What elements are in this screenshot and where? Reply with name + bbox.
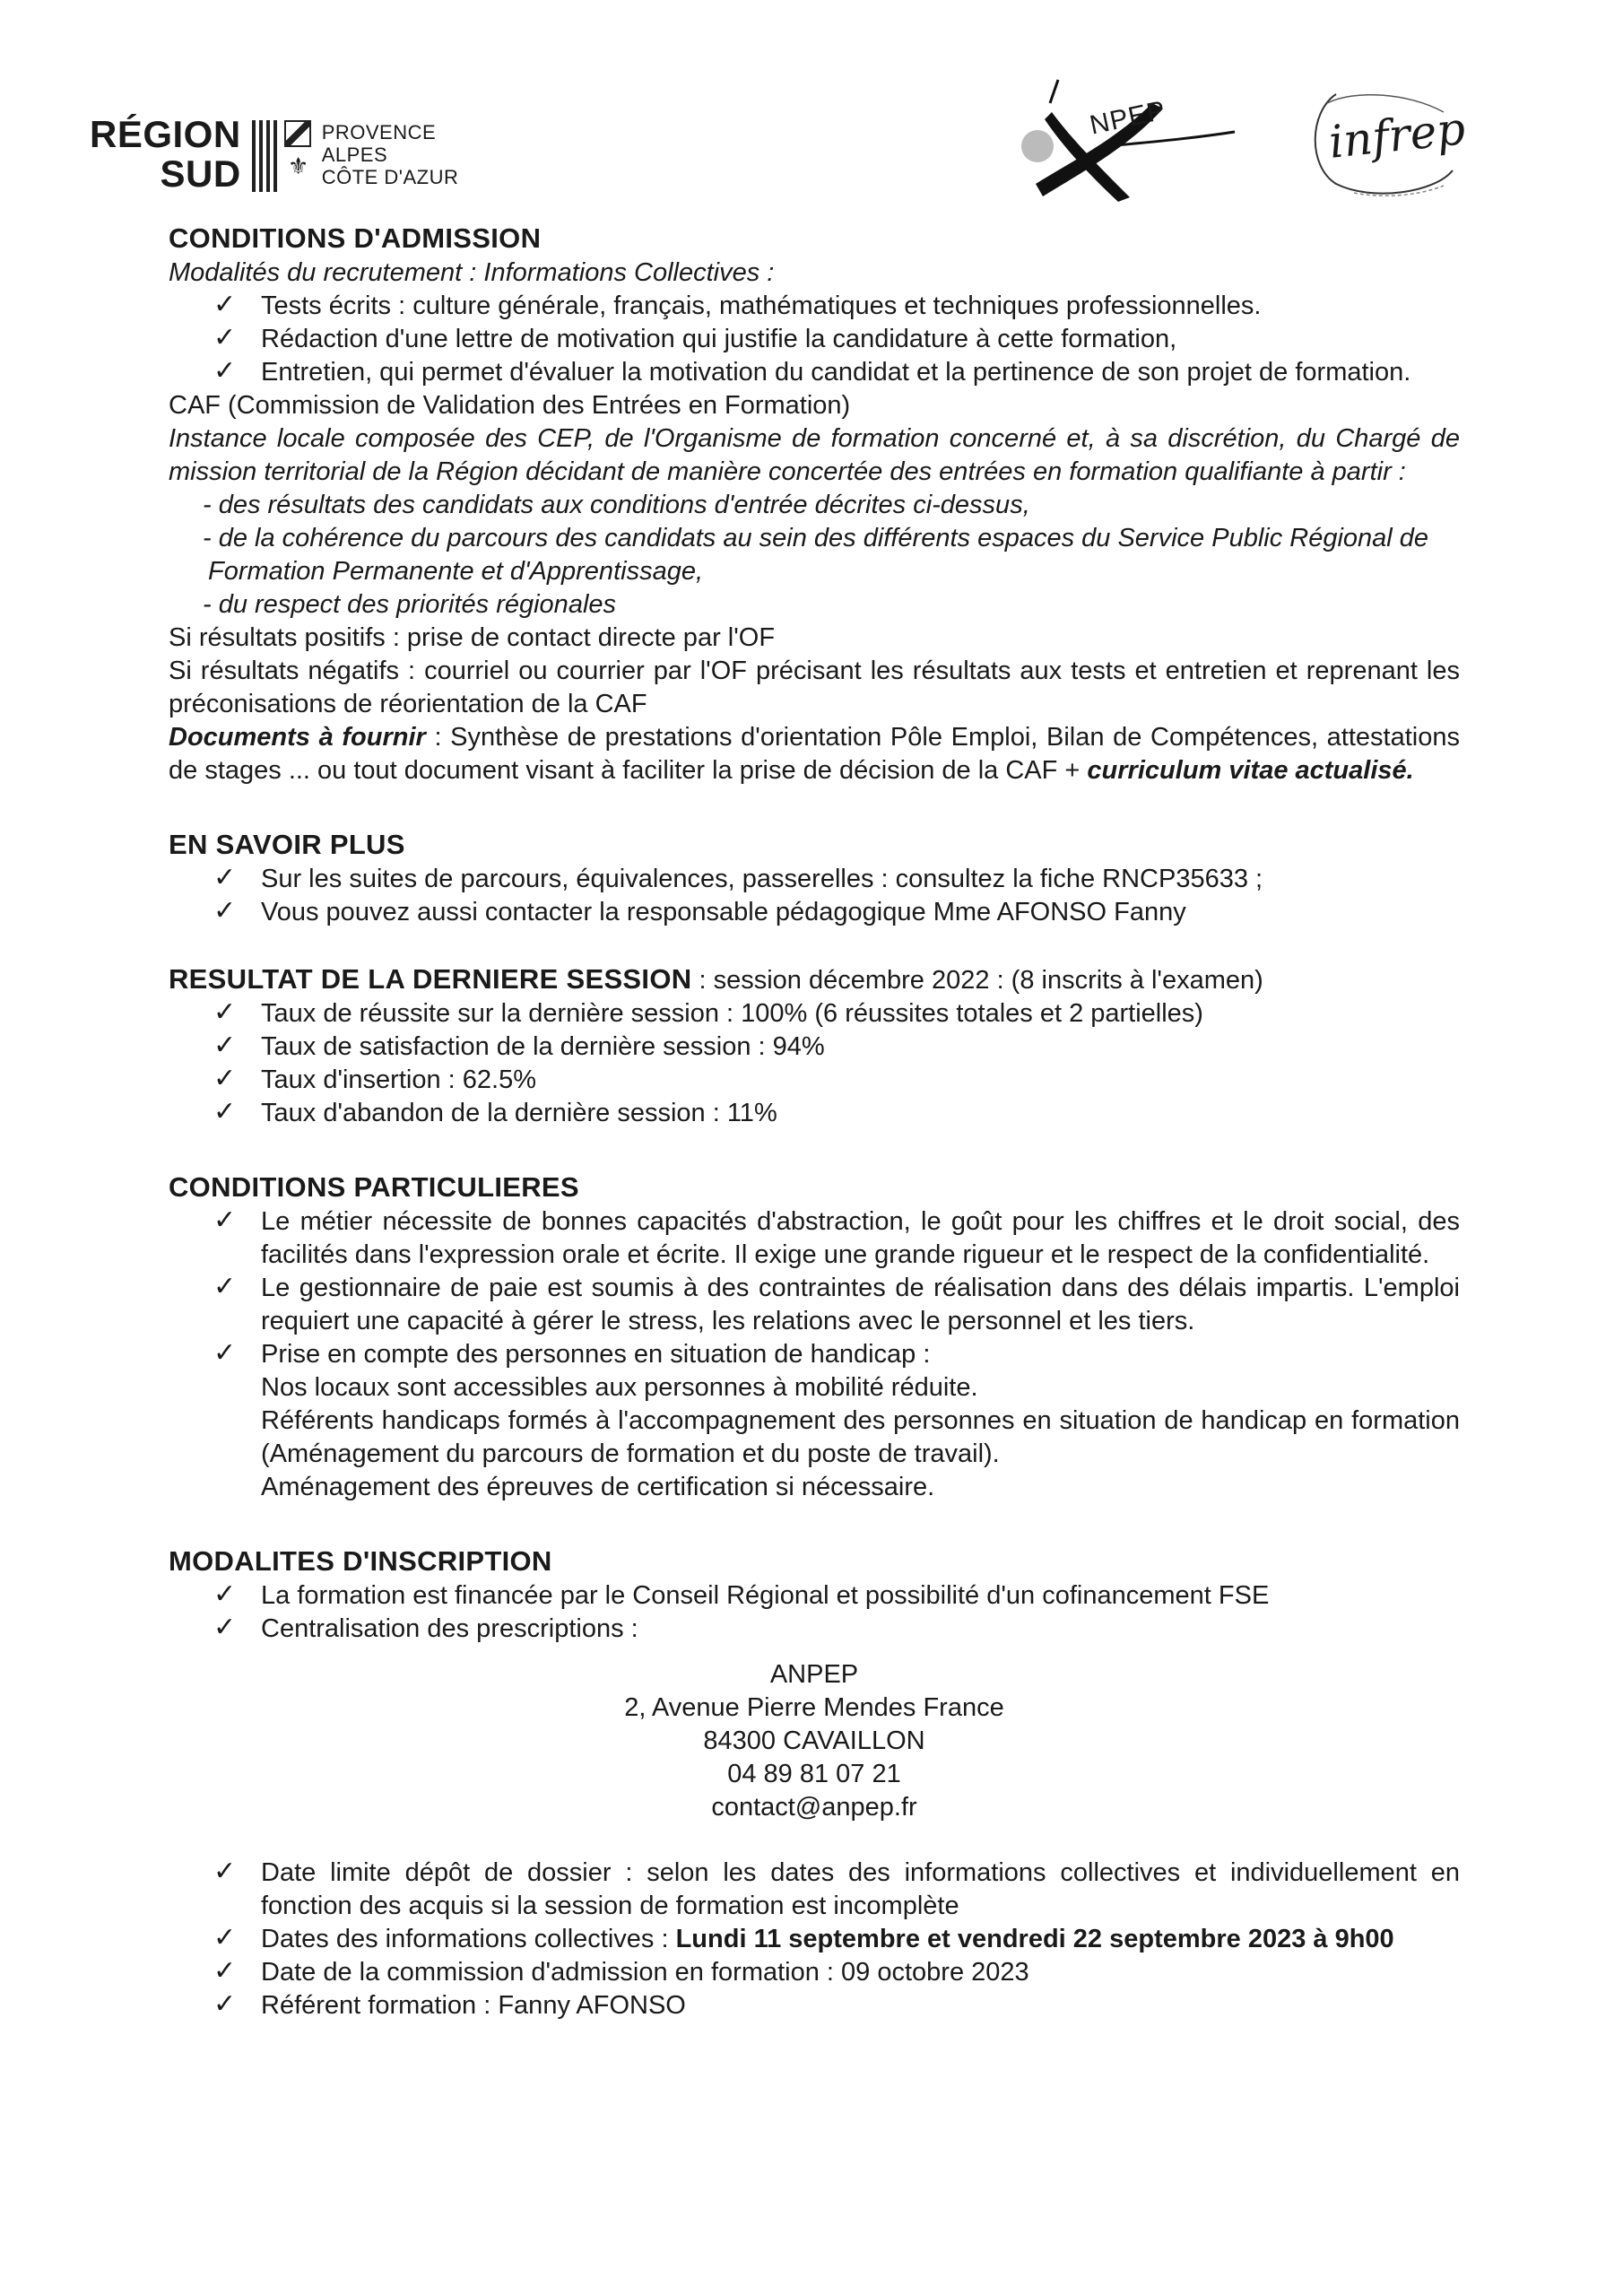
particulieres-heading: CONDITIONS PARTICULIERES: [169, 1171, 579, 1203]
anpep-logo-text: NPEP: [1087, 95, 1169, 141]
caf-point: Formation Permanente et d'Apprentissage,: [208, 557, 704, 586]
region-logo-bars: [252, 120, 277, 192]
admission-item: ✓ Tests écrits : culture générale, français, mathématiques et techniques professionnelles.: [213, 290, 1262, 320]
check-icon: ✓: [213, 1857, 237, 1886]
inscription-item: ✓ Centralisation des prescriptions :: [213, 1613, 638, 1643]
documents-cv: curriculum vitae actualisé.: [1087, 756, 1414, 785]
region-logo-words: [90, 115, 241, 194]
check-icon: ✓: [213, 1923, 237, 1952]
resultat-item: ✓ Taux de satisfaction de la dernière session : 94%: [213, 1031, 825, 1061]
infrep-logo-text: infrep: [1326, 102, 1468, 169]
admission-item: ✓ Entretien, qui permet d'évaluer la motivation du candidat et la pertinence de son projet de formation.: [213, 356, 1411, 387]
caf-description: Instance locale composée des CEP, de l'Organisme de formation concerné et, à sa discrétion, du Chargé de mission territorial de la Région décidant de manière concertée des entrées en formation qualifiante à partir :: [169, 424, 1460, 486]
resultat-item: ✓ Taux d'insertion : 62.5%: [213, 1064, 536, 1094]
inscription-deadline: ✓ Date limite dépôt de dossier : selon les dates des informations collectives et individuellement en fonction des acquis si la session de formation est incomplète: [213, 1857, 1460, 1920]
check-icon: ✓: [213, 1272, 237, 1301]
check-icon: ✓: [213, 1338, 237, 1368]
inscription-heading: MODALITES D'INSCRIPTION: [169, 1545, 552, 1577]
resultat-item: ✓ Taux de réussite sur la dernière session : 100% (6 réussites totales et 2 partielles): [213, 997, 1203, 1028]
check-icon: ✓: [213, 1031, 237, 1060]
positive-results: Si résultats positifs : prise de contact directe par l'OF: [169, 623, 776, 652]
check-icon: ✓: [213, 863, 237, 892]
negative-results: Si résultats négatifs : courriel ou courrier par l'OF précisant les résultats aux tests et entretien et reprenant les préconisations de réorientation de la CAF: [169, 657, 1460, 718]
infrep-logo: [1300, 85, 1468, 202]
documents-to-provide: [169, 721, 1460, 787]
savoir-item: ✓ Vous pouvez aussi contacter la responsable pédagogique Mme AFONSO Fanny: [213, 896, 1186, 926]
check-icon: ✓: [213, 356, 237, 386]
check-icon: ✓: [213, 896, 237, 926]
region-sud-logo: [90, 115, 458, 200]
caf-point: - des résultats des candidats aux conditions d'entrée décrites ci-dessus,: [203, 491, 1030, 519]
savoir-item: ✓ Sur les suites de parcours, équivalences, passerelles : consultez la fiche RNCP35633 ;: [213, 863, 1263, 893]
admission-subtitle: Modalités du recrutement : Informations Collectives :: [169, 258, 775, 287]
handicap-line: Référents handicaps formés à l'accompagnement des personnes en situation de handicap en formation (Aménagement du parcours de formation et du poste de travail).: [261, 1406, 1460, 1468]
address-street: 2, Avenue Pierre Mendes France: [624, 1693, 1004, 1722]
check-icon: ✓: [213, 1205, 237, 1235]
address-city: 84300 CAVAILLON: [703, 1726, 925, 1755]
check-icon: ✓: [213, 290, 237, 319]
particulieres-item: ✓ Le métier nécessite de bonnes capacités d'abstraction, le goût pour les chiffres et le droit social, des facilités dans l'expression orale et écrite. Il exige une grande rigueur et le respect de la confidentialité.: [213, 1205, 1460, 1269]
inscription-item: ✓ La formation est financée par le Conseil Régional et possibilité d'un cofinancement FSE: [213, 1579, 1270, 1610]
check-icon: ✓: [213, 1613, 237, 1642]
region-emblem-icon: ⚜: [284, 120, 313, 192]
region-logo-subtitle: PROVENCE ALPES CÔTE D'AZUR: [321, 121, 459, 188]
resultat-item: ✓ Taux d'abandon de la dernière session : 11%: [213, 1097, 777, 1127]
check-icon: ✓: [213, 323, 237, 352]
documents-text: : Synthèse de prestations d'orientation Pôle Emploi, Bilan de Compétences, attestations de stages ... ou tout document visant à faciliter la prise de décision de la CAF +: [169, 723, 1460, 785]
anpep-logo: [973, 76, 1242, 211]
check-icon: ✓: [213, 1579, 237, 1609]
document-content: [169, 221, 1460, 2022]
anpep-logo-mark-icon: [973, 76, 1242, 211]
check-icon: ✓: [213, 1064, 237, 1093]
check-icon: ✓: [213, 1097, 237, 1126]
check-icon: ✓: [213, 997, 237, 1027]
particulieres-item: ✓ Prise en compte des personnes en situation de handicap :: [213, 1338, 931, 1369]
caf-title: CAF (Commission de Validation des Entrées en Formation): [169, 391, 851, 420]
handicap-line: Nos locaux sont accessibles aux personnes à mobilité réduite.: [261, 1373, 978, 1402]
admission-item: ✓ Rédaction d'une lettre de motivation qui justifie la candidature à cette formation,: [213, 323, 1177, 353]
resultat-heading: RESULTAT DE LA DERNIERE SESSION: [169, 963, 692, 995]
address-block: [169, 1658, 1460, 1824]
address-email: contact@anpep.fr: [711, 1793, 917, 1822]
address-org: ANPEP: [769, 1660, 859, 1689]
resultat-heading-line: [169, 961, 1460, 997]
particulieres-item: ✓ Le gestionnaire de paie est soumis à des contraintes de réalisation dans des délais impartis. L'emploi requiert une capacité à gérer le stress, les relations avec le personnel et les tiers.: [213, 1272, 1460, 1335]
admission-heading: CONDITIONS D'ADMISSION: [169, 222, 542, 254]
region-logo-line1: RÉGION: [90, 113, 241, 155]
check-icon: ✓: [213, 1956, 237, 1986]
handicap-line: Aménagement des épreuves de certification si nécessaire.: [261, 1473, 935, 1501]
inscription-commission: ✓ Date de la commission d'admission en formation : 09 octobre 2023: [213, 1956, 1029, 1987]
region-logo-line2: SUD: [160, 152, 241, 195]
inscription-referent: ✓ Référent formation : Fanny AFONSO: [213, 1989, 686, 2020]
documents-label: Documents à fournir: [169, 723, 426, 752]
caf-point: - de la cohérence du parcours des candidats au sein des différents espaces du Service Public Régional de: [203, 524, 1429, 552]
caf-point: - du respect des priorités régionales: [203, 590, 617, 619]
dates-value: Lundi 11 septembre et vendredi 22 septembre 2023 à 9h00: [675, 1925, 1394, 1953]
check-icon: ✓: [213, 1989, 237, 2019]
resultat-heading-suffix: : session décembre 2022 : (8 inscrits à l'examen): [691, 966, 1263, 995]
inscription-dates: ✓ Dates des informations collectives : Lundi 11 septembre et vendredi 22 septembre 2023 à 9h00: [213, 1923, 1394, 1953]
address-phone: 04 89 81 07 21: [727, 1760, 901, 1788]
savoir-heading: EN SAVOIR PLUS: [169, 829, 405, 860]
